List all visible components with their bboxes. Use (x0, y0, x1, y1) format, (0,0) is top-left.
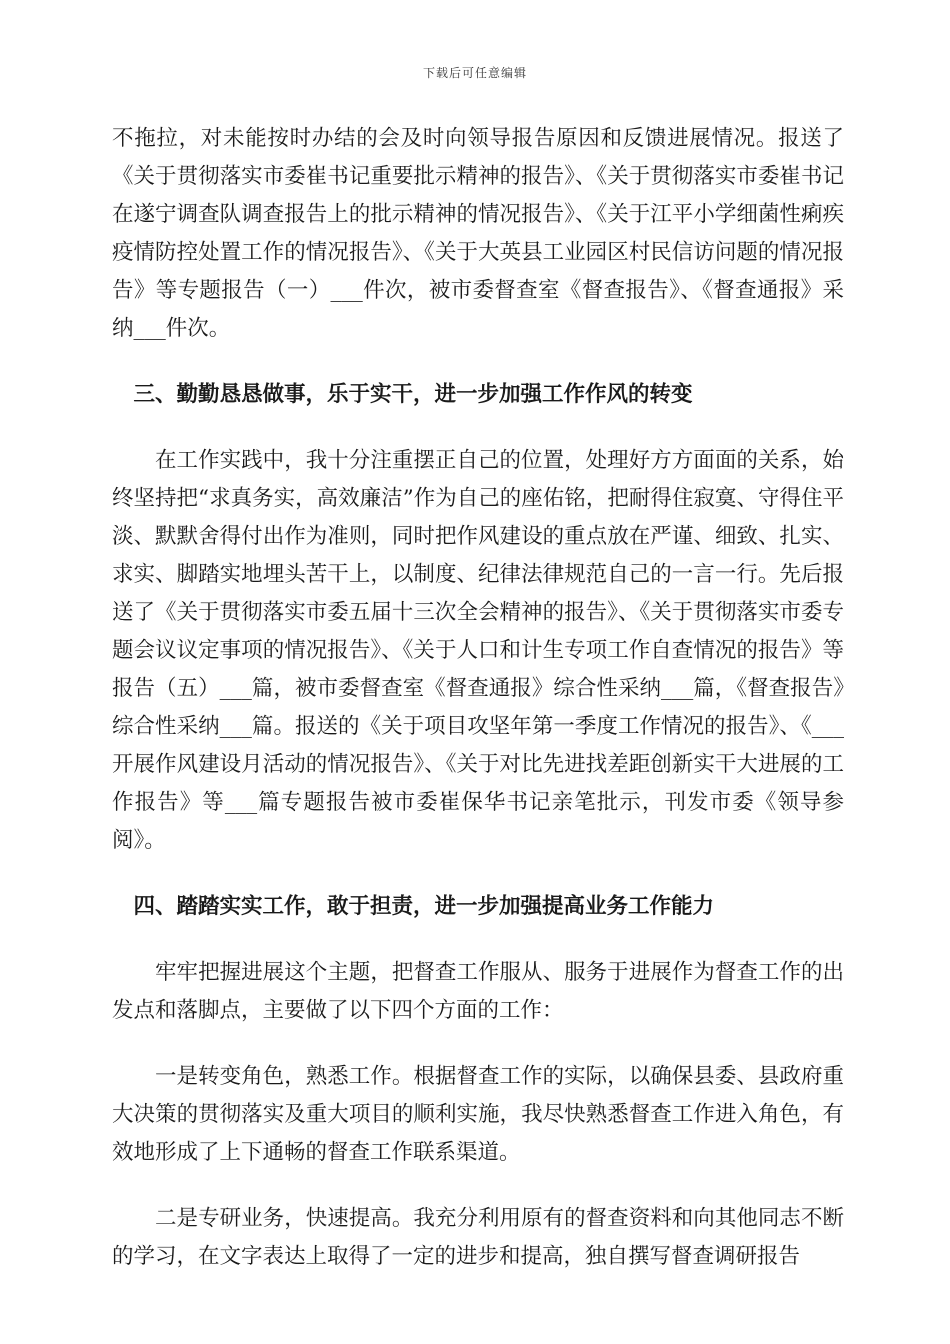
paragraph-section-4-item-2: 二是专研业务，快速提高。我充分利用原有的督查资料和向其他同志不断的学习，在文字表达上取得了一定的进步和提高，独自撰写督查调研报告 (112, 1206, 844, 1269)
paragraph-section-4-item-1: 一是转变角色，熟悉工作。根据督查工作的实际，以确保县委、县政府重大决策的贯彻落实及重大项目的顺利实施，我尽快熟悉督查工作进入角色，有效地形成了上下通畅的督查工作联系渠道。 (112, 1064, 844, 1165)
document-body (112, 120, 844, 1276)
section-heading-4: 四、踏踏实实工作，敢于担责，进一步加强提高业务工作能力 (133, 894, 715, 919)
paragraph-section-4-intro: 牢牢把握进展这个主题，把督查工作服从、服务于进展作为督查工作的出发点和落脚点，主要做了以下四个方面的工作： (112, 960, 844, 1023)
section-heading-3: 三、勤勤恳恳做事，乐于实干，进一步加强工作作风的转变 (133, 382, 693, 407)
page-header-note: 下载后可任意编辑 (422, 66, 527, 80)
paragraph-continued: 不拖拉，对未能按时办结的会及时向领导报告原因和反馈进展情况。报送了《关于贯彻落实市委崔书记重要批示精神的报告》、《关于贯彻落实市委崔书记在遂宁调查队调查报告上的批示精神的情况报告》、《关于江平小学细菌性痢疾疫情防控处置工作的情况报告》、《关于大英县工业园区村民信访问题的情况报告》等专题报告（一）___件次，被市委督查室《督查报告》、《督查通报》采纳___件次。 (112, 126, 844, 341)
paragraph-section-3: 在工作实践中，我十分注重摆正自己的位置，处理好方方面面的关系，始终坚持把“求真务实，高效廉洁”作为自己的座佑铭，把耐得住寂寞、守得住平淡、默默舍得付出作为准则，同时把作风建设的重点放在严谨、细致、扎实、求实、脚踏实地埋头苦干上，以制度、纪律法律规范自己的一言一行。先后报送了《关于贯彻落实市委五届十三次全会精神的报告》、《关于贯彻落实市委专题会议议定事项的情况报告》、《关于人口和计生专项工作自查情况的报告》等报告（五）___篇，被市委督查室《督查通报》综合性采纳___篇，《督查报告》综合性采纳___篇。报送的《关于项目攻坚年第一季度工作情况的报告》、《___开展作风建设月活动的情况报告》、《关于对比先进找差距创新实干大进展的工作报告》等___篇专题报告被市委崔保华书记亲笔批示，刊发市委《领导参阅》。 (112, 448, 844, 853)
